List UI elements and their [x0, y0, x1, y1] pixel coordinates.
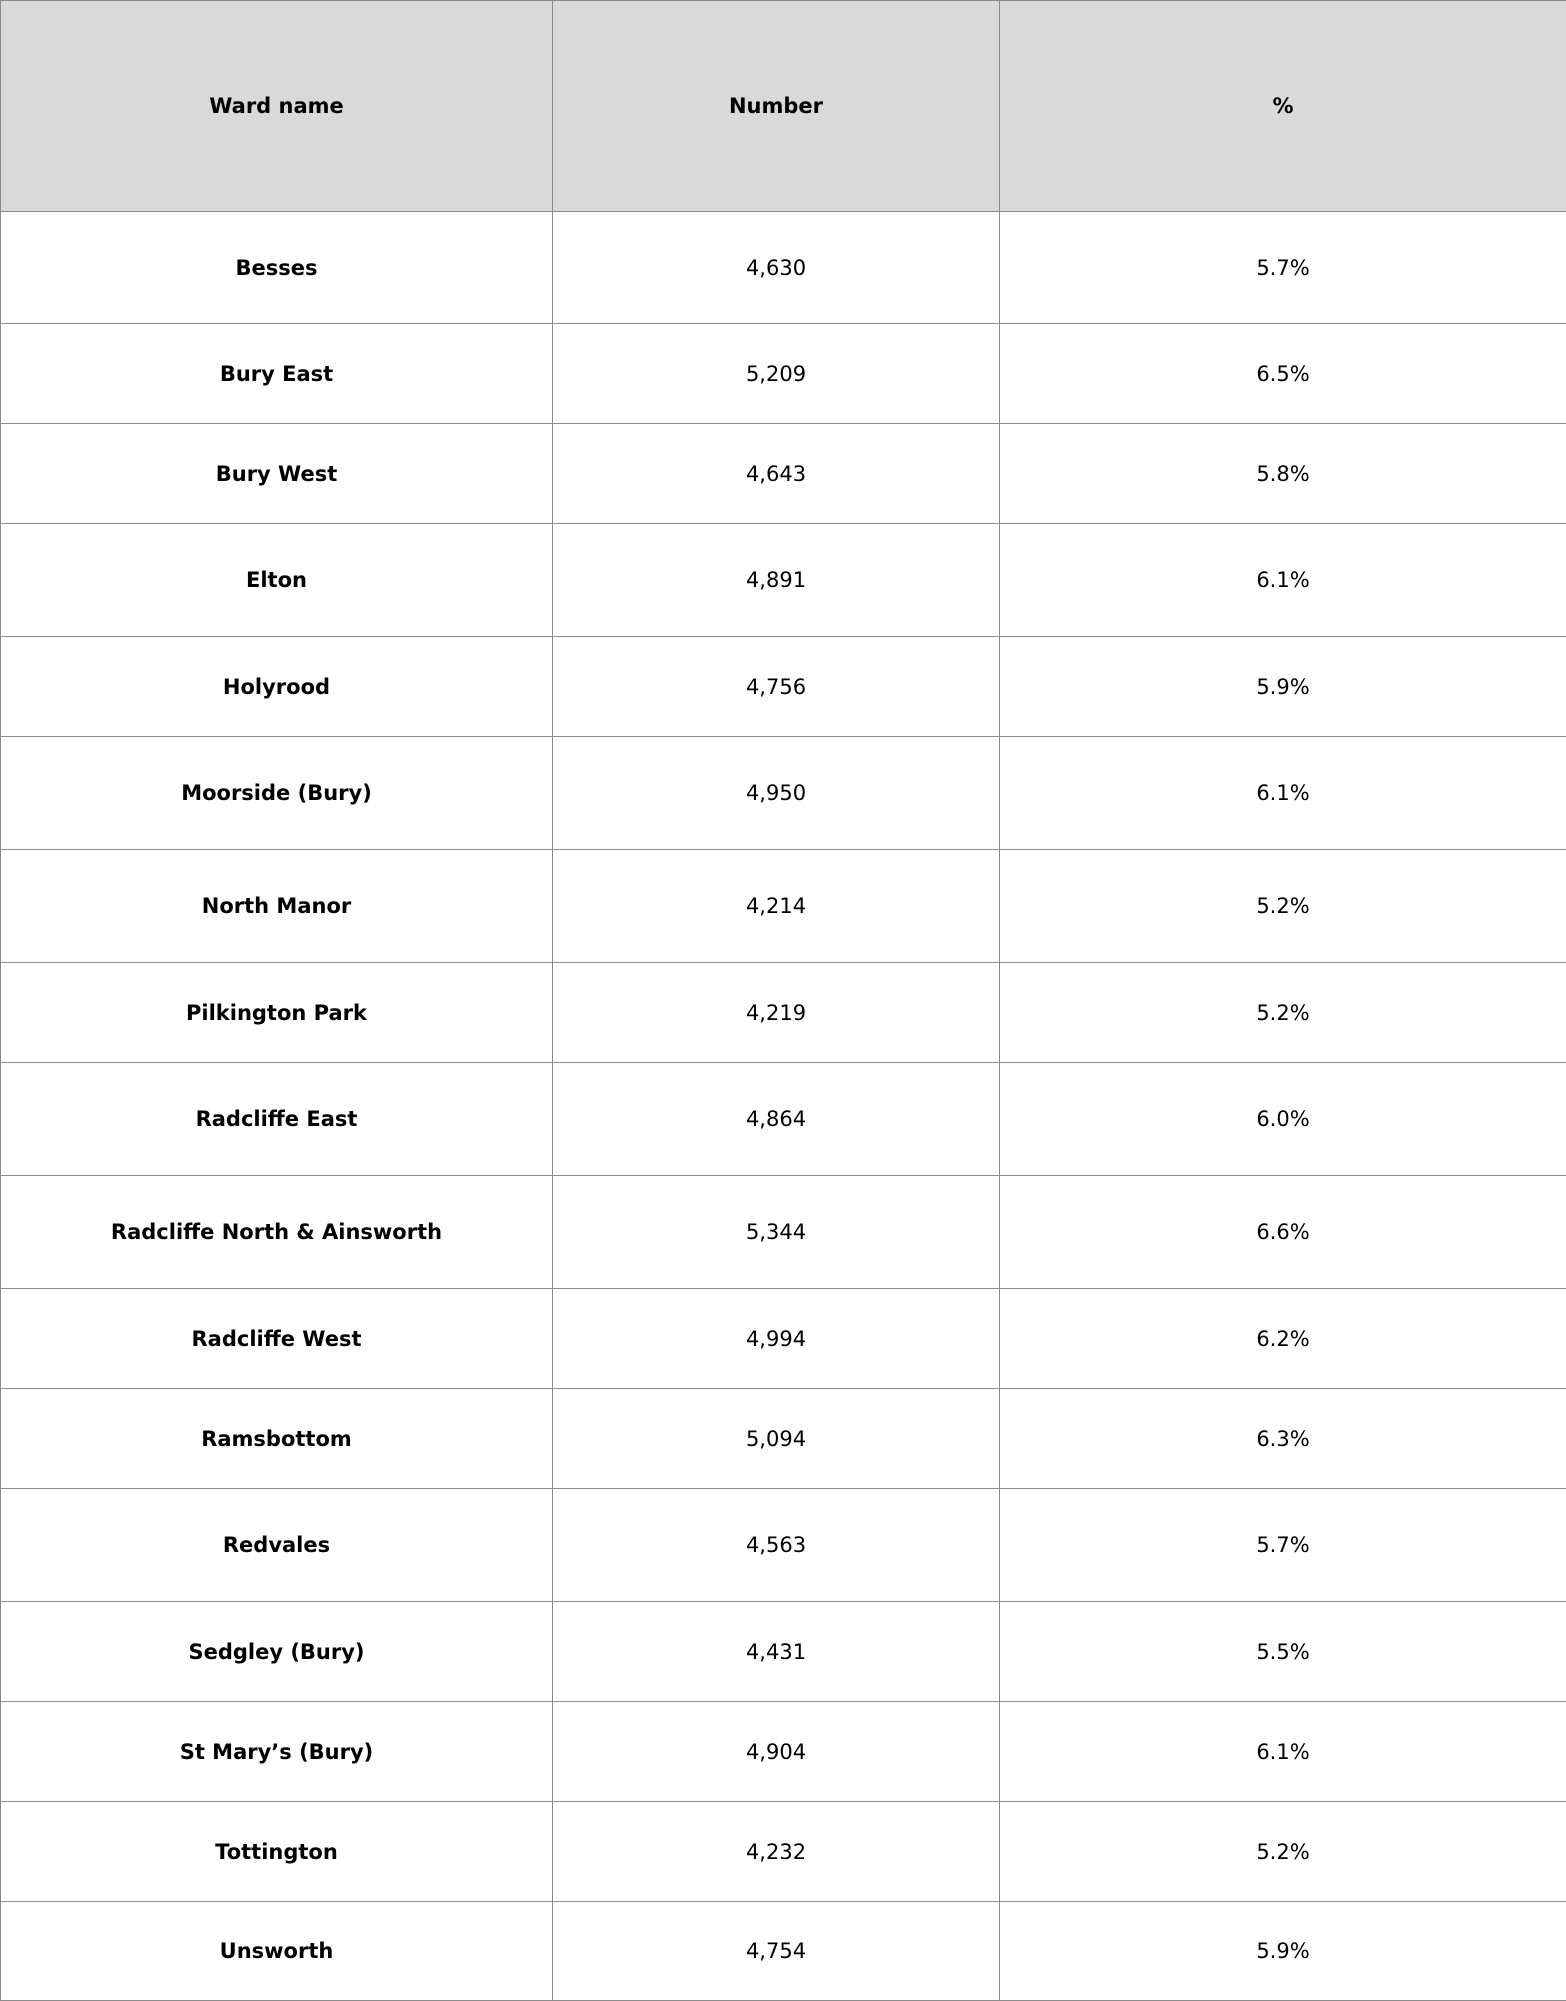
number-cell: 4,994 — [553, 1289, 1000, 1389]
ward-name-cell: Moorside (Bury) — [1, 737, 553, 850]
percent-cell: 6.1% — [1000, 737, 1566, 850]
percent-cell: 5.2% — [1000, 850, 1566, 963]
percent-cell: 5.2% — [1000, 963, 1566, 1063]
percent-cell: 6.6% — [1000, 1176, 1566, 1289]
table-row — [1, 737, 1566, 850]
number-cell: 4,891 — [553, 524, 1000, 637]
percent-cell: 6.2% — [1000, 1289, 1566, 1389]
number-cell: 4,950 — [553, 737, 1000, 850]
percent-cell: 5.2% — [1000, 1802, 1566, 1902]
table-row — [1, 1802, 1566, 1902]
ward-name-cell: Redvales — [1, 1489, 553, 1602]
percent-cell: 5.7% — [1000, 212, 1566, 324]
ward-name-cell: Radcliffe West — [1, 1289, 553, 1389]
table-row — [1, 212, 1566, 324]
header-ward-name: Ward name — [1, 1, 553, 212]
table-row — [1, 524, 1566, 637]
table-row — [1, 850, 1566, 963]
ward-name-cell: Elton — [1, 524, 553, 637]
header-row — [1, 1, 1566, 212]
table-body — [1, 212, 1566, 2001]
percent-cell: 6.1% — [1000, 1702, 1566, 1802]
header-percent: % — [1000, 1, 1566, 212]
ward-name-cell: Holyrood — [1, 637, 553, 737]
ward-name-cell: Ramsbottom — [1, 1389, 553, 1489]
ward-name-cell: North Manor — [1, 850, 553, 963]
number-cell: 4,563 — [553, 1489, 1000, 1602]
ward-name-cell: Bury East — [1, 324, 553, 424]
number-cell: 4,630 — [553, 212, 1000, 324]
table-row — [1, 1702, 1566, 1802]
table-row — [1, 1489, 1566, 1602]
percent-cell: 5.8% — [1000, 424, 1566, 524]
table-row — [1, 324, 1566, 424]
number-cell: 4,864 — [553, 1063, 1000, 1176]
ward-name-cell: Tottington — [1, 1802, 553, 1902]
header-number: Number — [553, 1, 1000, 212]
number-cell: 5,209 — [553, 324, 1000, 424]
percent-cell: 6.3% — [1000, 1389, 1566, 1489]
ward-name-cell: Unsworth — [1, 1902, 553, 2001]
percent-cell: 6.0% — [1000, 1063, 1566, 1176]
table-row — [1, 1289, 1566, 1389]
table-header — [1, 1, 1566, 212]
number-cell: 4,904 — [553, 1702, 1000, 1802]
table-row — [1, 1389, 1566, 1489]
table-row — [1, 424, 1566, 524]
number-cell: 4,232 — [553, 1802, 1000, 1902]
ward-name-cell: Sedgley (Bury) — [1, 1602, 553, 1702]
ward-name-cell: Radcliffe East — [1, 1063, 553, 1176]
percent-cell: 5.7% — [1000, 1489, 1566, 1602]
ward-name-cell: Besses — [1, 212, 553, 324]
number-cell: 5,094 — [553, 1389, 1000, 1489]
percent-cell: 5.5% — [1000, 1602, 1566, 1702]
table-row — [1, 637, 1566, 737]
ward-name-cell: Radcliffe North & Ainsworth — [1, 1176, 553, 1289]
number-cell: 4,643 — [553, 424, 1000, 524]
table-row — [1, 1176, 1566, 1289]
percent-cell: 6.1% — [1000, 524, 1566, 637]
ward-name-cell: St Mary’s (Bury) — [1, 1702, 553, 1802]
number-cell: 4,754 — [553, 1902, 1000, 2001]
percent-cell: 5.9% — [1000, 1902, 1566, 2001]
number-cell: 5,344 — [553, 1176, 1000, 1289]
number-cell: 4,431 — [553, 1602, 1000, 1702]
ward-name-cell: Bury West — [1, 424, 553, 524]
table-row — [1, 1902, 1566, 2001]
table-row — [1, 1602, 1566, 1702]
table-row — [1, 1063, 1566, 1176]
percent-cell: 5.9% — [1000, 637, 1566, 737]
number-cell: 4,756 — [553, 637, 1000, 737]
percent-cell: 6.5% — [1000, 324, 1566, 424]
number-cell: 4,219 — [553, 963, 1000, 1063]
number-cell: 4,214 — [553, 850, 1000, 963]
ward-name-cell: Pilkington Park — [1, 963, 553, 1063]
table-row — [1, 963, 1566, 1063]
